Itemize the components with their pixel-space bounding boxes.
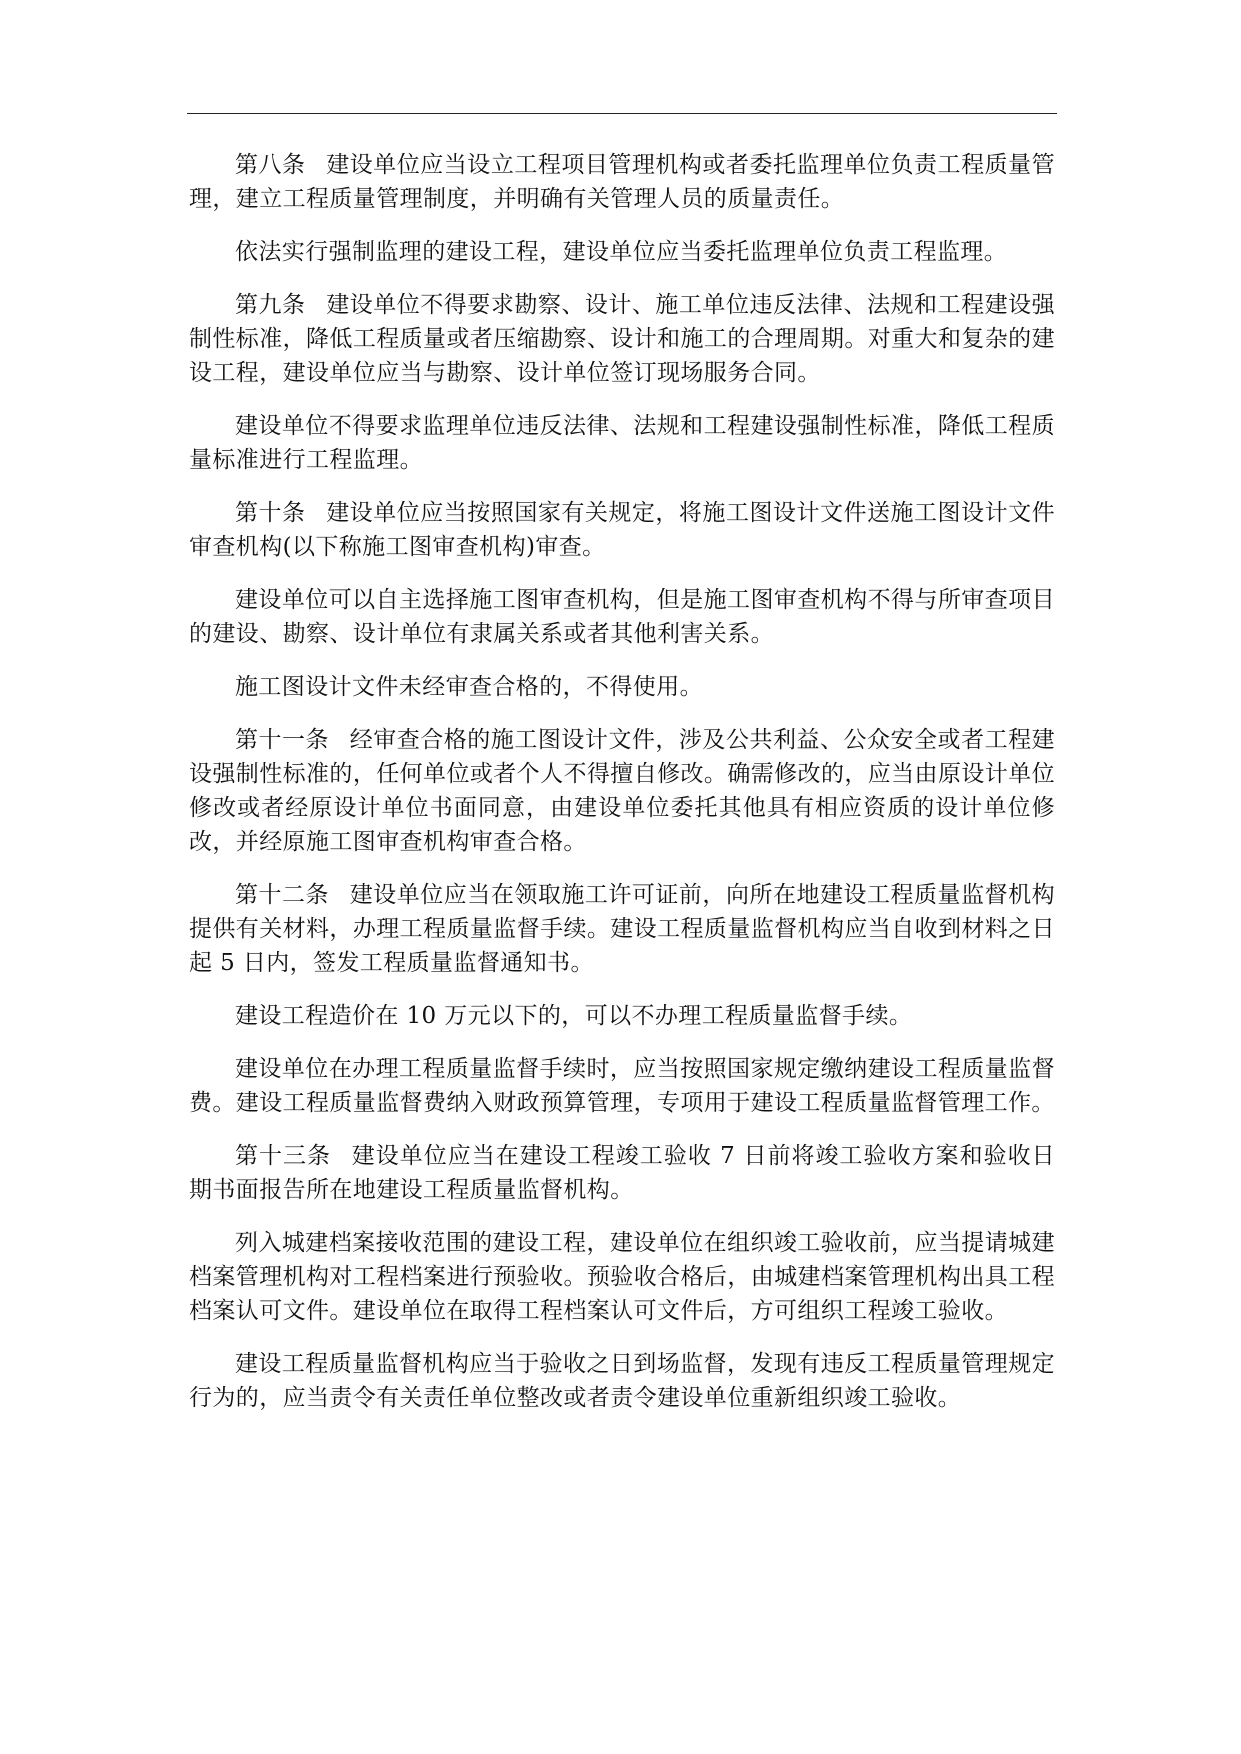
paragraph-article-11 <box>189 723 1055 859</box>
paragraph-text: 建设单位应当设立工程项目管理机构或者委托监理单位负责工程质量管理，建立工程质量管理制度，并明确有关管理人员的质量责任。 <box>189 152 1056 212</box>
article-number: 第八条 <box>235 152 306 178</box>
paragraph <box>189 409 1055 477</box>
article-number: 第十条 <box>235 500 306 526</box>
paragraph-text: 依法实行强制监理的建设工程，建设单位应当委托监理单位负责工程监理。 <box>235 239 1008 265</box>
paragraph-text: 建设单位应当按照国家有关规定，将施工图设计文件送施工图设计文件审查机构(以下称施工图审查机构)审查。 <box>189 500 1056 560</box>
paragraph-text: 建设单位应当在建设工程竣工验收 7 日前将竣工验收方案和验收日期书面报告所在地建设工程质量监督机构。 <box>189 1143 1055 1203</box>
paragraph-text: 列入城建档案接收范围的建设工程，建设单位在组织竣工验收前，应当提请城建档案管理机构对工程档案进行预验收。预验收合格后，由城建档案管理机构出具工程档案认可文件。建设单位在取得工程档案认可文件后，方可组织工程竣工验收。 <box>189 1230 1055 1324</box>
paragraph <box>189 583 1055 651</box>
article-number: 第十二条 <box>235 882 330 908</box>
article-number: 第九条 <box>235 292 306 318</box>
paragraph-text: 经审查合格的施工图设计文件，涉及公共利益、公众安全或者工程建设强制性标准的，任何单位或者个人不得擅自修改。确需修改的，应当由原设计单位修改或者经原设计单位书面同意，由建设单位委托其他具有相应资质的设计单位修改，并经原施工图审查机构审查合格。 <box>189 727 1056 855</box>
paragraph-text: 建设单位应当在领取施工许可证前，向所在地建设工程质量监督机构提供有关材料，办理工程质量监督手续。建设工程质量监督机构应当自收到材料之日起 5 日内，签发工程质量监督通知书。 <box>189 882 1056 976</box>
paragraph-text: 建设工程造价在 10 万元以下的，可以不办理工程质量监督手续。 <box>235 1003 913 1029</box>
paragraph-text: 建设单位不得要求监理单位违反法律、法规和工程建设强制性标准，降低工程质量标准进行工程监理。 <box>189 413 1055 473</box>
paragraph-text: 建设工程质量监督机构应当于验收之日到场监督，发现有违反工程质量管理规定行为的，应当责令有关责任单位整改或者责令建设单位重新组织竣工验收。 <box>189 1351 1055 1411</box>
paragraph <box>189 235 1055 269</box>
paragraph <box>189 999 1055 1033</box>
document-body <box>189 148 1055 1434</box>
paragraph-article-9 <box>189 288 1055 390</box>
paragraph <box>189 670 1055 704</box>
paragraph-text: 建设单位可以自主选择施工图审查机构，但是施工图审查机构不得与所审查项目的建设、勘察、设计单位有隶属关系或者其他利害关系。 <box>189 587 1055 647</box>
article-number: 第十一条 <box>235 727 330 753</box>
paragraph-article-8 <box>189 148 1055 216</box>
paragraph <box>189 1052 1055 1120</box>
paragraph-text: 建设单位不得要求勘察、设计、施工单位违反法律、法规和工程建设强制性标准，降低工程质量或者压缩勘察、设计和施工的合理周期。对重大和复杂的建设工程，建设单位应当与勘察、设计单位签订现场服务合同。 <box>189 292 1056 386</box>
header-rule <box>187 113 1057 114</box>
paragraph <box>189 1347 1055 1415</box>
paragraph-text: 建设单位在办理工程质量监督手续时，应当按照国家规定缴纳建设工程质量监督费。建设工程质量监督费纳入财政预算管理，专项用于建设工程质量监督管理工作。 <box>189 1056 1055 1116</box>
paragraph <box>189 1226 1055 1328</box>
paragraph-article-13 <box>189 1139 1055 1207</box>
paragraph-article-12 <box>189 878 1055 980</box>
article-number: 第十三条 <box>235 1143 332 1169</box>
paragraph-article-10 <box>189 496 1055 564</box>
paragraph-text: 施工图设计文件未经审查合格的，不得使用。 <box>235 674 703 700</box>
